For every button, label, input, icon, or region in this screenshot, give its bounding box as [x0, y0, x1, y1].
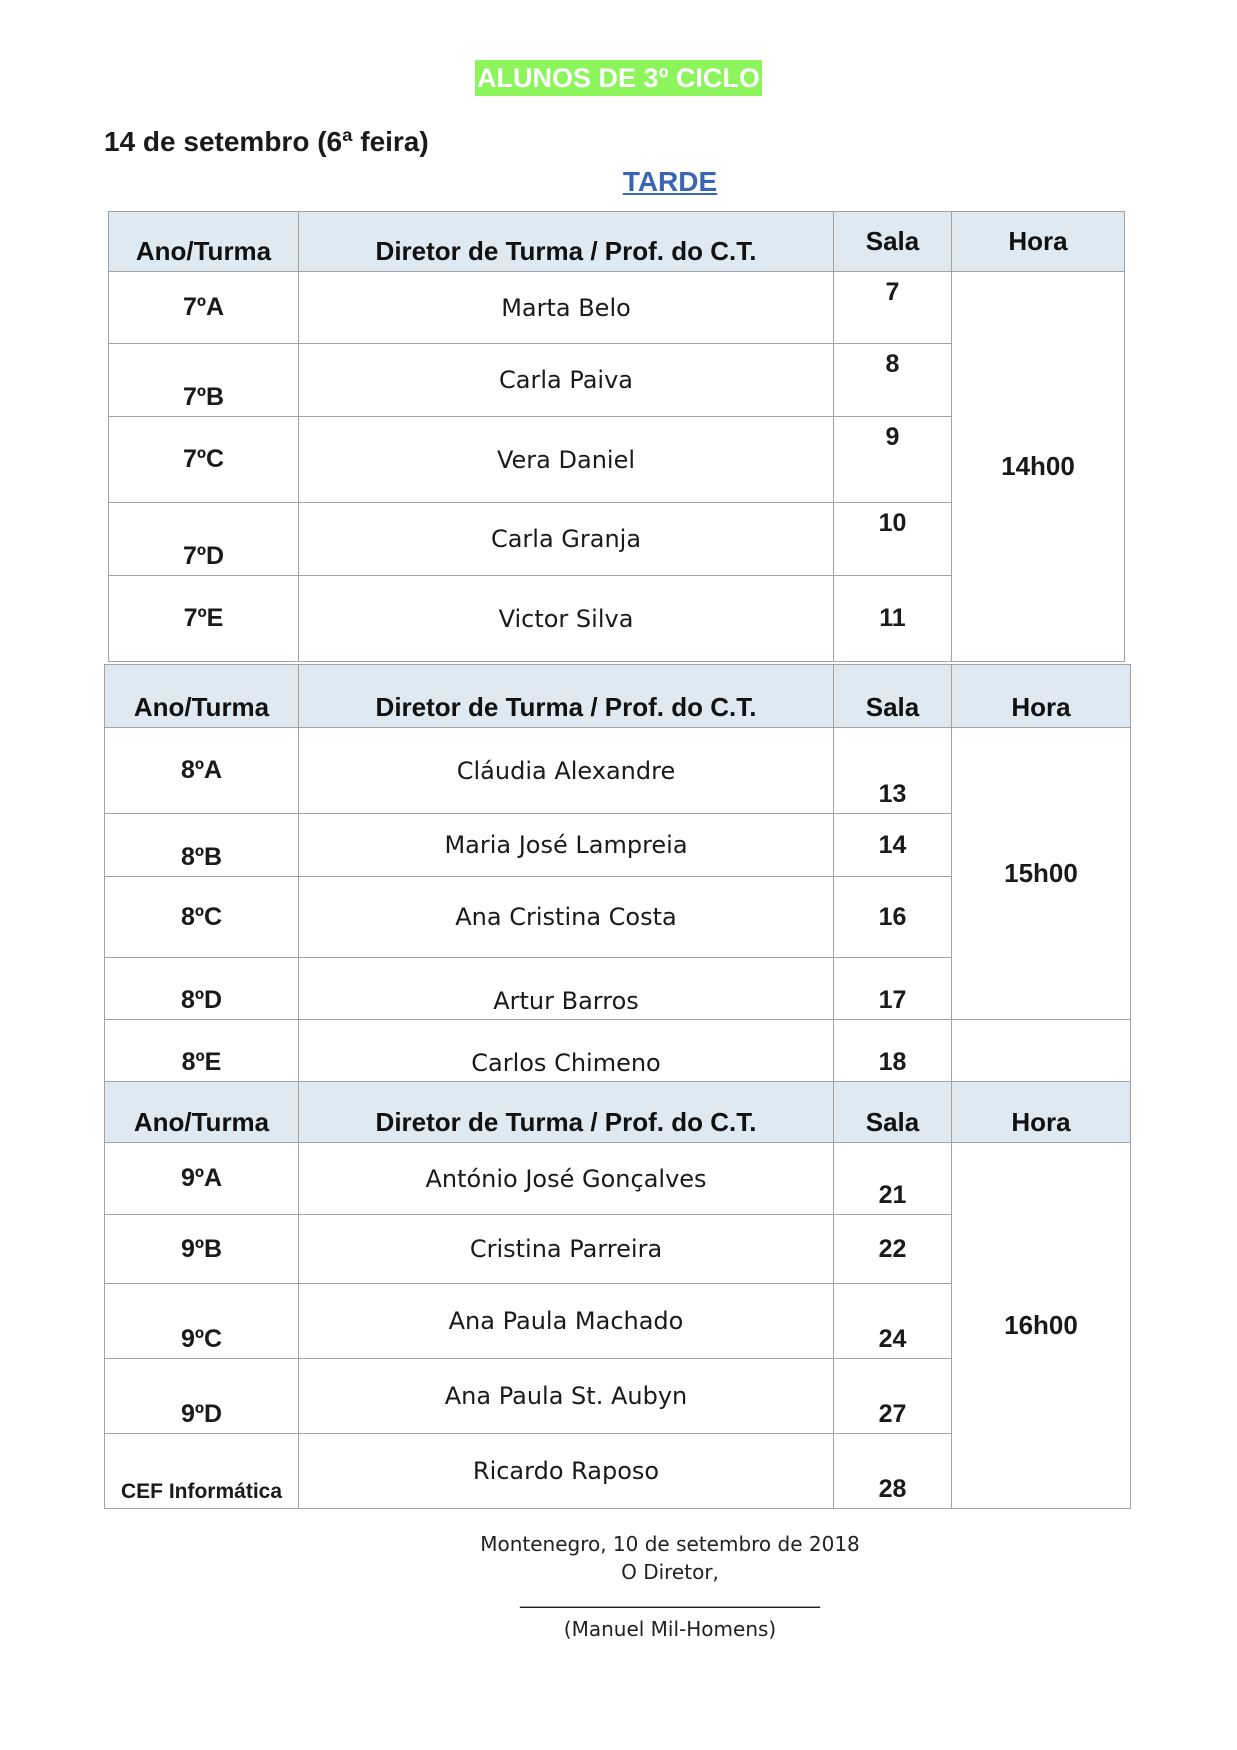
diretor-cell: Vera Daniel	[299, 417, 834, 503]
footer-signatory-name: (Manuel Mil-Homens)	[563, 1617, 777, 1641]
sala-cell: 8	[834, 344, 952, 417]
header-diretor: Diretor de Turma / Prof. do C.T.	[299, 1082, 834, 1143]
turma-cell: 8ºA	[105, 728, 299, 814]
sala-cell: 7	[834, 272, 952, 344]
header-hora: Hora	[952, 665, 1131, 728]
diretor-cell: Carla Paiva	[299, 344, 834, 417]
sala-cell: 14	[834, 814, 952, 877]
header-diretor: Diretor de Turma / Prof. do C.T.	[299, 212, 834, 272]
turma-cell: 9ºD	[105, 1359, 299, 1434]
hora-cell: 14h00	[952, 272, 1125, 662]
sala-cell: 18	[834, 1020, 952, 1082]
turma-cell: 8ºB	[105, 814, 299, 877]
sala-cell: 11	[834, 576, 952, 662]
footer-place-date: Montenegro, 10 de setembro de 2018	[480, 1532, 860, 1556]
sala-cell: 17	[834, 958, 952, 1020]
header-hora: Hora	[952, 1082, 1131, 1143]
diretor-cell: Ana Paula St. Aubyn	[299, 1359, 834, 1434]
turma-cell: 8ºE	[105, 1020, 299, 1082]
diretor-cell: Cristina Parreira	[299, 1215, 834, 1284]
sala-cell: 24	[834, 1284, 952, 1359]
diretor-cell: Marta Belo	[299, 272, 834, 344]
header-sala: Sala	[834, 665, 952, 728]
footer-role: O Diretor,	[621, 1560, 719, 1584]
header-diretor: Diretor de Turma / Prof. do C.T.	[299, 665, 834, 728]
hora-cell: 16h00	[952, 1143, 1131, 1509]
table-header-row	[109, 212, 1125, 272]
signature-line: ______________________________	[520, 1584, 820, 1608]
sala-cell: 13	[834, 728, 952, 814]
turma-cell: 7ºE	[109, 576, 299, 662]
diretor-cell: Artur Barros	[299, 958, 834, 1020]
schedule-table-8-9	[104, 664, 1131, 1509]
sala-cell: 10	[834, 503, 952, 576]
diretor-cell: Carlos Chimeno	[299, 1020, 834, 1082]
turma-cell: CEF Informática	[105, 1434, 299, 1509]
period-container	[0, 166, 1237, 198]
header-turma: Ano/Turma	[109, 212, 299, 272]
sala-cell: 16	[834, 877, 952, 958]
turma-cell: 7ºC	[109, 417, 299, 503]
header-turma: Ano/Turma	[105, 665, 299, 728]
table-header-row	[105, 665, 1131, 728]
table-row	[105, 1143, 1131, 1215]
turma-cell: 9ºA	[105, 1143, 299, 1215]
diretor-cell: Cláudia Alexandre	[299, 728, 834, 814]
sala-cell: 27	[834, 1359, 952, 1434]
diretor-cell: Ana Cristina Costa	[299, 877, 834, 958]
turma-cell: 7ºD	[109, 503, 299, 576]
schedule-table-7	[108, 211, 1125, 662]
turma-cell: 8ºC	[105, 877, 299, 958]
turma-cell: 7ºB	[109, 344, 299, 417]
turma-cell: 8ºD	[105, 958, 299, 1020]
diretor-cell: Victor Silva	[299, 576, 834, 662]
header-turma: Ano/Turma	[105, 1082, 299, 1143]
turma-cell: 9ºC	[105, 1284, 299, 1359]
sala-cell: 9	[834, 417, 952, 503]
header-hora: Hora	[952, 212, 1125, 272]
diretor-cell: Carla Granja	[299, 503, 834, 576]
title-container	[0, 60, 1237, 96]
diretor-cell: Ana Paula Machado	[299, 1284, 834, 1359]
diretor-cell: Ricardo Raposo	[299, 1434, 834, 1509]
header-sala: Sala	[834, 1082, 952, 1143]
document-title: ALUNOS DE 3º CICLO	[475, 60, 762, 96]
table-header-row	[105, 1082, 1131, 1143]
sala-cell: 21	[834, 1143, 952, 1215]
turma-cell: 7ºA	[109, 272, 299, 344]
table-row	[105, 728, 1131, 814]
diretor-cell: António José Gonçalves	[299, 1143, 834, 1215]
empty-hora-cell	[952, 1020, 1131, 1082]
hora-cell: 15h00	[952, 728, 1131, 1020]
table-row	[109, 272, 1125, 344]
header-sala: Sala	[834, 212, 952, 272]
turma-cell: 9ºB	[105, 1215, 299, 1284]
period-heading: TARDE	[622, 166, 718, 197]
table-row	[105, 1020, 1131, 1082]
diretor-cell: Maria José Lampreia	[299, 814, 834, 877]
sala-cell: 22	[834, 1215, 952, 1284]
sala-cell: 28	[834, 1434, 952, 1509]
date-heading: 14 de setembro (6ª feira)	[104, 126, 429, 157]
